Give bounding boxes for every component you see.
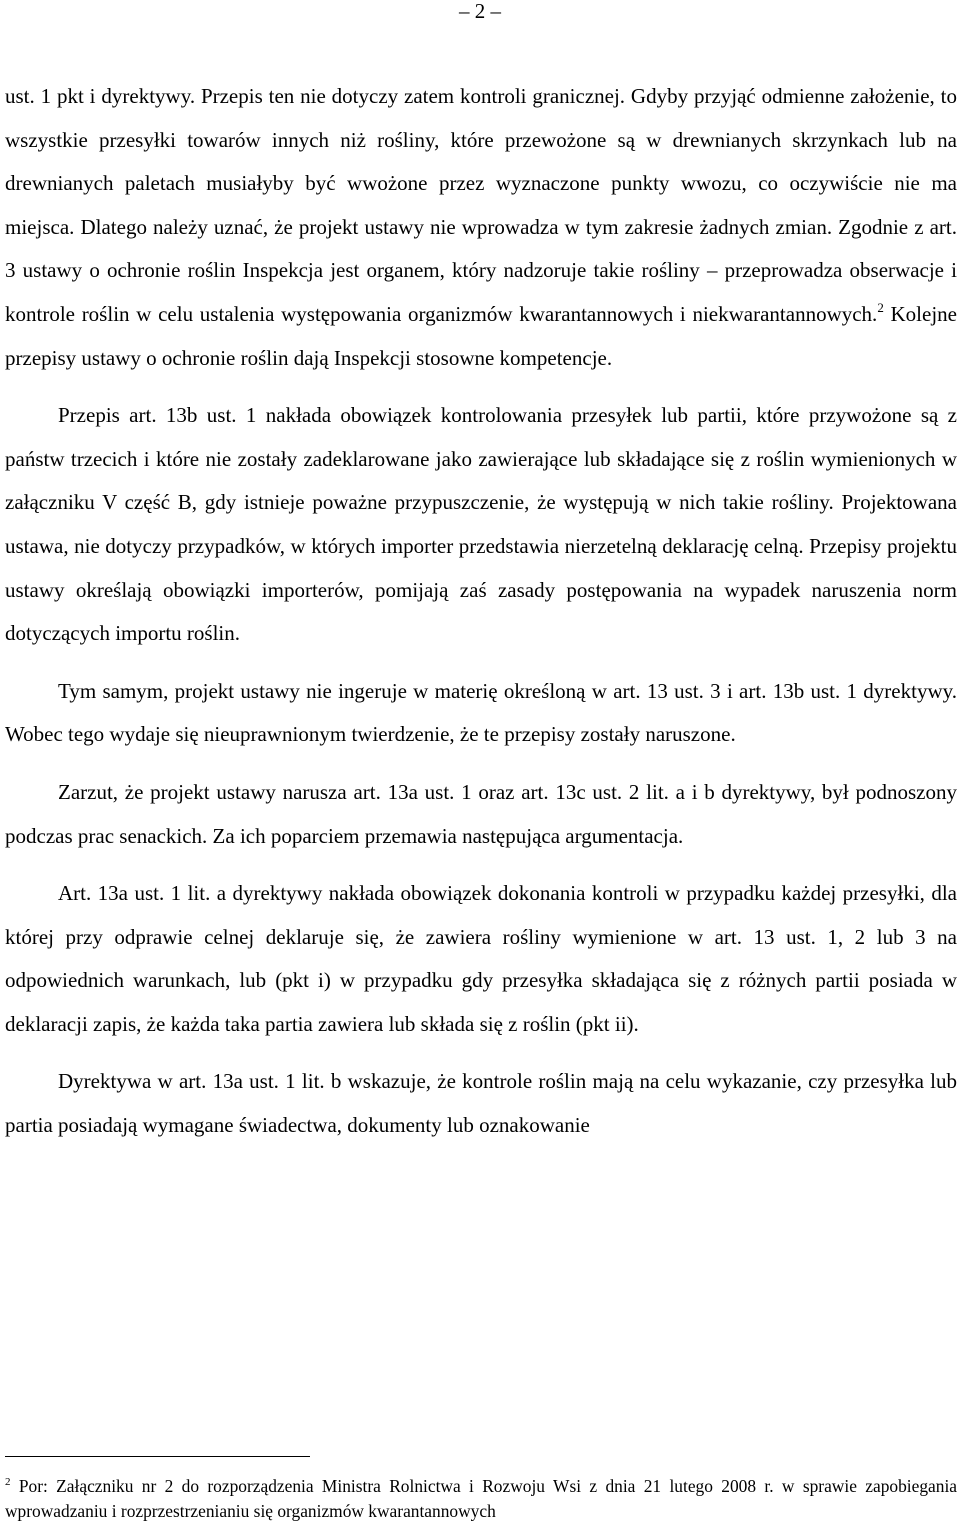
paragraph-1 xyxy=(5,75,957,380)
paragraph-2: Przepis art. 13b ust. 1 nakłada obowiązek kontrolowania przesyłek lub partii, które przywożone są z państw trzecich i które nie zostały zadeklarowane jako zawierające lub składające się z roślin wymienionych w załączniku V część B, gdy istnieje poważne przypuszczenie, że występują w nich takie rośliny. Projektowana ustawa, nie dotyczy przypadków, w których importer przedstawia nierzetelną deklarację celną. Przepisy projektu ustawy określają obowiązki importerów, pomijają zaś zasady postępowania na wypadek naruszenia norm dotyczących importu roślin. xyxy=(5,403,957,646)
footnote xyxy=(5,1474,957,1524)
document-body xyxy=(5,75,957,1148)
paragraph-4: Zarzut, że projekt ustawy narusza art. 13a ust. 1 oraz art. 13c ust. 2 lit. a i b dyrektywy, był podnoszony podczas prac senackich. Za ich poparciem przemawia następująca argumentacja. xyxy=(5,779,957,848)
footnote-number: 2 xyxy=(5,1476,11,1488)
paragraph-5: Art. 13a ust. 1 lit. a dyrektywy nakłada obowiązek dokonania kontroli w przypadku każdej przesyłki, dla której przy odprawie celnej deklaruje się, że zawiera rośliny wymienione w art. 13 ust. 1, 2 lub 3 na odpowiednich warunkach, lub (pkt i) w przypadku gdy przesyłka składająca się z różnych partii posiada w deklaracji zapis, że każda taka partia zawiera lub składa się z roślin (pkt ii). xyxy=(5,881,957,1036)
paragraph-1-text: ust. 1 pkt i dyrektywy. Przepis ten nie dotyczy zatem kontroli granicznej. Gdyby przyjąć odmienne założenie, to wszystkie przesyłki towarów innych niż rośliny, które przewożone są w drewnianych skrzynkach lub na drewnianych paletach musiałyby być wwożone przez wyznaczone punkty wwozu, co oczywiście nie ma miejsca. Dlatego należy uznać, że projekt ustawy nie wprowadza w tym zakresie żadnych zmian. Zgodnie z art. 3 ustawy o ochronie roślin Inspekcja jest organem, który nadzoruje takie rośliny – przeprowadza obserwacje i kontrole roślin w celu ustalenia występowania organizmów kwarantannowych i niekwarantannowych. xyxy=(5,84,957,326)
paragraph-3: Tym samym, projekt ustawy nie ingeruje w materię określoną w art. 13 ust. 3 i art. 13b ust. 1 dyrektywy. Wobec tego wydaje się nieuprawnionym twierdzenie, że te przepisy zostały naruszone. xyxy=(5,678,957,747)
page-number: – 2 – xyxy=(459,0,501,23)
paragraph-1-continuation: Kolejne przepisy ustawy o ochronie roślin dają Inspekcji stosowne kompetencje. xyxy=(5,301,957,370)
paragraph-6: Dyrektywa w art. 13a ust. 1 lit. b wskazuje, że kontrole roślin mają na celu wykazanie, czy przesyłka lub partia posiadają wymagane świadectwa, dokumenty lub oznakowanie xyxy=(5,1069,957,1138)
footnote-text: Por: Załączniku nr 2 do rozporządzenia Ministra Rolnictwa i Rozwoju Wsi z dnia 21 lutego 2008 r. w sprawie zapobiegania wprowadzaniu i rozprzestrzenianiu się organizmów kwarantannowych xyxy=(5,1476,957,1521)
footnote-reference[interactable]: 2 xyxy=(877,299,884,315)
footnote-separator xyxy=(5,1456,310,1457)
